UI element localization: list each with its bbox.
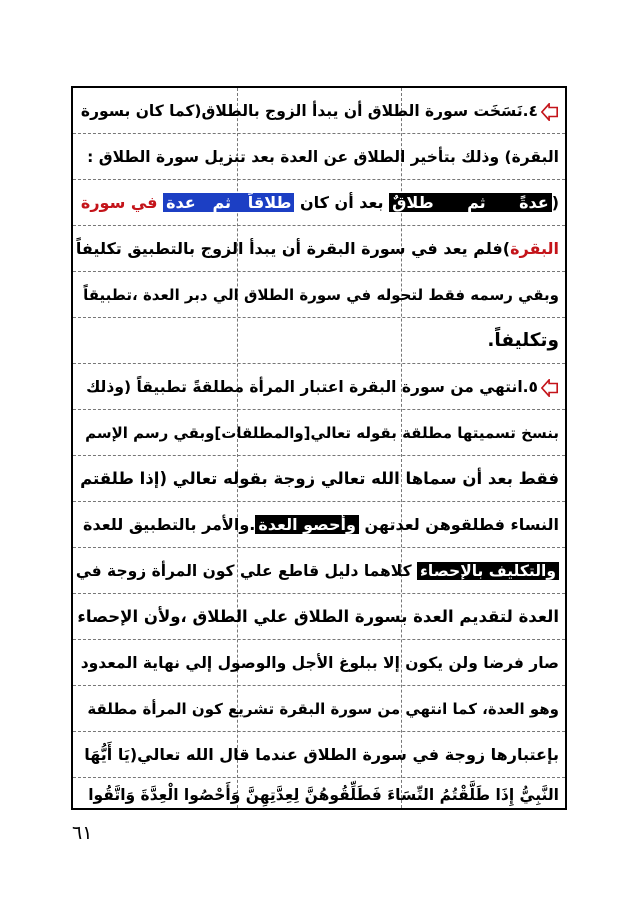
text-line xyxy=(73,686,565,732)
paragraph-text: العدة لتقديم العدة بسورة الطلاق علي الطلاق ،ولأن الإحصاء xyxy=(77,607,559,626)
text-line xyxy=(73,456,565,502)
paragraph-text: بعد أن كان xyxy=(300,193,384,212)
highlight-black: عدةً ثم طلاقٌ xyxy=(389,193,552,212)
text-line xyxy=(73,410,565,456)
text-line xyxy=(73,640,565,686)
paragraph-text: ٥.انتهي من سورة البقرة اعتبار المرأة مطلقةً تطبيقاً (وذلك xyxy=(86,378,538,396)
paragraph-text: صار فرضا ولن يكون إلا ببلوغ الأجل والوصول إلي نهاية المعدود xyxy=(80,654,559,672)
highlight-blue: طلاقاً ثم عدة xyxy=(163,193,294,212)
text-line xyxy=(73,772,565,810)
arrow-bullet-icon xyxy=(541,103,559,121)
paragraph-text: وتكليفاً. xyxy=(487,330,559,351)
paragraph-text: .والأمر بالتطبيق للعدة xyxy=(83,515,256,534)
red-text: في سورة xyxy=(80,193,158,212)
paragraph-text: بإعتبارها زوجة في سورة الطلاق عندما قال الله تعالي(يَا أَيُّهَا xyxy=(84,745,559,764)
paragraph-text: بنسخ تسميتها مطلقة بقوله تعالي[والمطلقات]وبقي رسم الإسم xyxy=(85,424,559,442)
highlight-black: والتكليف بالإحصاء xyxy=(417,562,559,580)
paragraph-text: ( xyxy=(551,193,559,212)
text-line xyxy=(73,134,565,180)
text-line xyxy=(73,364,565,410)
paragraph-text: )فلم يعد في سورة البقرة أن يبدأ الزوج بالتطبيق تكليفاً xyxy=(75,239,511,258)
text-line xyxy=(73,88,565,134)
text-line xyxy=(73,272,565,318)
highlight-black: وأحصو العدة xyxy=(255,515,359,534)
text-line xyxy=(73,594,565,640)
paragraph-text: فقط بعد أن سماها الله تعالي زوجة بقوله تعالي (إذا طلقتم xyxy=(80,469,559,488)
page-number: ٦١ xyxy=(72,822,93,844)
paragraph-text: وهو العدة، كما انتهي من سورة البقرة تشريع كون المرأة مطلقة xyxy=(87,700,559,718)
paragraph-text: البقرة) وذلك بتأخير الطلاق عن العدة بعد تنزيل سورة الطلاق : xyxy=(87,148,559,166)
red-text: البقرة xyxy=(510,239,559,258)
arrow-bullet-icon xyxy=(541,379,559,397)
text-line xyxy=(73,548,565,594)
quran-verse-text: النَّبِيُّ إِذَا طَلَّقْتُمُ النِّسَاءَ فَطَلِّقُوهُنَّ لِعِدَّتِهِنَّ وَأَحْصُوا الْعِدَّةَ وَاتَّقُوا xyxy=(88,786,559,804)
text-line xyxy=(73,180,565,226)
paragraph-text: وبقي رسمه فقط لتحوله في سورة الطلاق الي دبر العدة ،تطبيقاً xyxy=(83,286,559,304)
text-line xyxy=(73,226,565,272)
text-frame xyxy=(71,86,567,810)
paragraph-text: ٤.نَسَخَت سورة الطلاق أن يبدأ الزوج بالطلاق(كما كان بسورة xyxy=(80,102,538,120)
paragraph-text: كلاهما دليل قاطع علي كون المرأة زوجة في xyxy=(75,562,412,580)
text-line xyxy=(73,318,565,364)
paragraph-text: النساء فطلقوهن لعدتهن xyxy=(364,515,559,534)
text-line xyxy=(73,502,565,548)
